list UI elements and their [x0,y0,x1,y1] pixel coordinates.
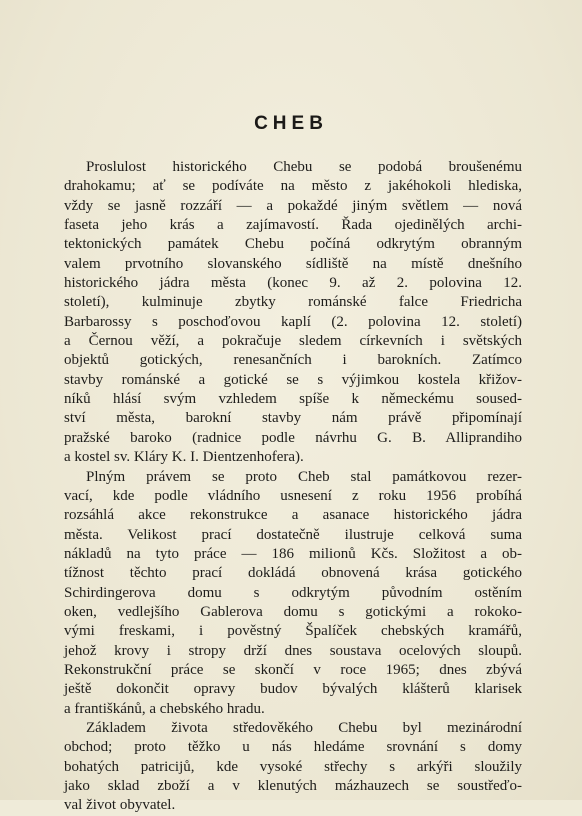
text-line: obchod; proto těžko u nás hledáme srovnání s domy [64,739,522,756]
text-line: a Černou věží, a pokračuje sledem církevních i světských [64,333,522,350]
text-line: vždy se jasně rozzáří — a pokaždé jiným světlem — nová [64,197,522,214]
text-line: tektonických památek Chebu počíná odkrytým obranným [64,236,522,253]
text-line: objektů gotických, renesančních i barokních. Zatímco [64,352,522,369]
text-line: století), kulminuje zbytky románské falce Friedricha [64,294,522,311]
paragraph [64,468,522,719]
text-line: a františkánů, a chebského hradu. [64,700,265,717]
text-line: valem prvotního slovanského sídliště na místě dnešního [64,255,522,272]
text-line: drahokamu; ať se podíváte na město z jakéhokoli hlediska, [64,178,522,195]
text-line: val život obyvatel. [64,797,176,814]
paragraph [64,158,522,468]
text-line: historického jádra města (konec 9. až 2. polovina 12. [64,275,522,292]
text-line: jako sklad zboží a v klenutých mázhauzech se soustřeďo- [64,778,522,794]
page-title: CHEB [254,113,328,134]
text-line: města. Velikost prací dostatečně ilustruje celková suma [64,526,522,543]
text-line: oken, vedlejšího Gablerova domu s gotickými a rokoko- [64,603,522,620]
text-line: pražské baroko (radnice podle návrhu G. B. Alliprandiho [64,429,522,446]
text-line: faseta jeho krás a zajímavostí. Řada ojedinělých archi- [64,217,522,234]
text-line: Proslulost historického Chebu se podobá broušenému [86,159,522,175]
text-line: nákladů na tyto práce — 186 milionů Kčs. Složitost a ob- [64,545,522,562]
text-line: Plným právem se proto Cheb stal památkovou rezer- [86,468,522,485]
text-line: Schirdingerova domu s odkrytým původním ostěním [64,584,522,601]
text-line: ství města, barokní stavby nám právě připomínají [64,410,522,427]
text-line: tížnost těchto prací dokládá obnovená krása gotického [64,565,522,582]
text-line: a kostel sv. Kláry K. I. Dientzenhofera). [64,449,304,466]
text-line: stavby románské a gotické se s výjimkou kostela křižov- [64,371,522,388]
text-line: Rekonstrukční práce se skončí v roce 1965; dnes zbývá [64,661,522,678]
text-line: vací, kde podle vládního usnesení z roku 1956 probíhá [64,487,522,504]
paragraph [64,719,522,816]
text-line: Barbarossy s poschoďovou kaplí (2. polovina 12. století) [64,313,522,330]
text-line: níků hlásí svým vzhledem spíše k německému soused- [64,391,522,408]
article-body [64,158,522,816]
text-line: Základem života středověkého Chebu byl mezinárodní [86,719,522,736]
text-line: ještě dokončit opravy budov bývalých klášterů klarisek [64,681,522,698]
text-line: vými freskami, i pověstný Špalíček chebských kramářů, [64,623,522,640]
text-line: rozsáhlá akce rekonstrukce a asanace historického jádra [64,507,522,524]
text-line: jehož krovy i stropy drží dnes soustava ocelových sloupů. [64,642,522,659]
text-line: bohatých patriciјů, kde vysoké střechy s arkýři sloužily [64,758,522,775]
